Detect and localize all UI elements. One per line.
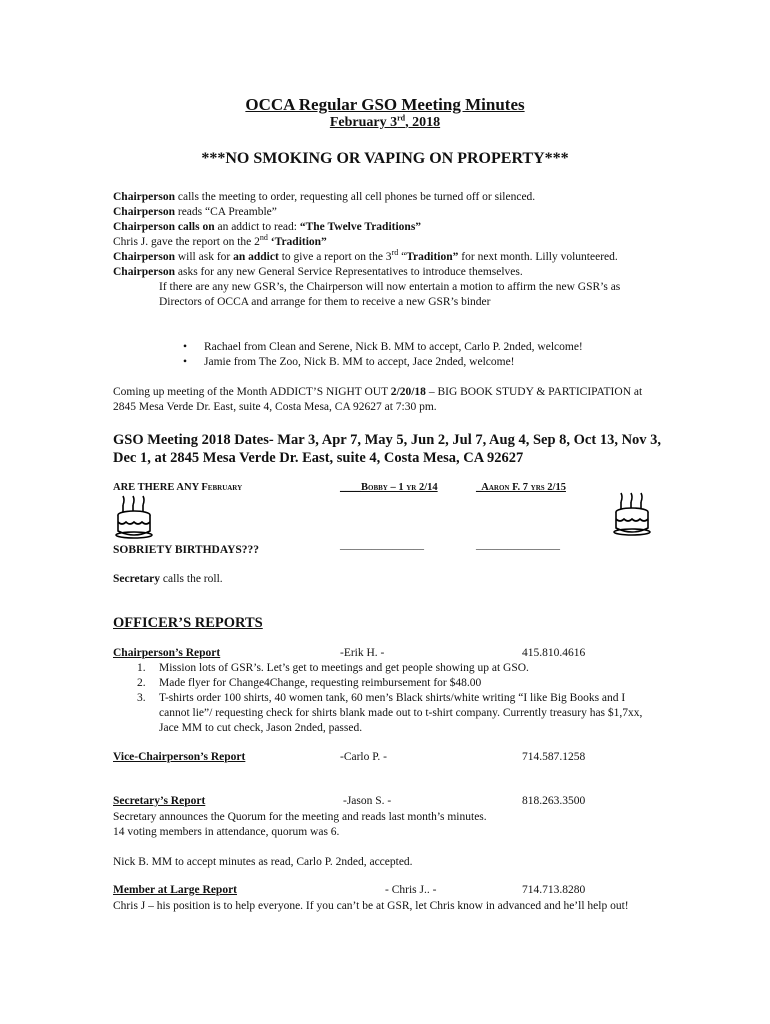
- secretary-report-label: Secretary’s Report: [113, 795, 206, 807]
- secretary-report-body: Secretary announces the Quorum for the meeting and reads last month’s minutes. 14 voting members in attendance, quorum was 6. Nick B. MM to accept minutes as read, Carlo P. 2nded, accepted.: [113, 811, 487, 868]
- chair-name: -Erik H. -: [340, 647, 385, 659]
- vice-report-label: Vice-Chairperson’s Report: [113, 751, 246, 763]
- opening-line-3: Chairperson calls on an addict to read: “The Twelve Traditions”: [113, 221, 422, 233]
- birthday-question-2: SOBRIETY BIRTHDAYS???: [113, 544, 260, 556]
- birthday-question-1: ARE THERE ANY February: [113, 482, 243, 493]
- list-item: 2. Made flyer for Change4Change, requesting reimbursement for $48.00: [137, 677, 482, 689]
- vice-name: -Carlo P. -: [340, 751, 387, 763]
- chair-phone: 415.810.4616: [522, 647, 586, 659]
- date-suffix: rd: [397, 113, 406, 123]
- opening-line-6: Chairperson asks for any new General Service Representatives to introduce themselves.: [113, 266, 523, 278]
- date-text: February 3: [329, 115, 398, 130]
- chair-report-items: [113, 661, 658, 736]
- member-phone: 714.713.8280: [522, 884, 586, 896]
- opening-line-4: Chris J. gave the report on the 2nd ‘Tradition”: [113, 233, 327, 248]
- secretary-name: -Jason S. -: [343, 795, 392, 807]
- list-item: • Jamie from The Zoo, Nick B. MM to accept, Jace 2nded, welcome!: [113, 355, 658, 370]
- birthday-cake-icon: [114, 495, 154, 539]
- officers-reports-heading: OFFICER’S REPORTS: [113, 615, 263, 631]
- list-item: 1. Mission lots of GSR’s. Let’s get to meetings and get people showing up at GSO.: [137, 662, 529, 674]
- member-report-label: Member at Large Report: [113, 884, 238, 896]
- secretary-phone: 818.263.3500: [522, 795, 586, 807]
- birthday-blank-1: ________________: [340, 540, 424, 551]
- no-smoking-notice: ***NO SMOKING OR VAPING ON PROPERTY***: [201, 150, 569, 167]
- birthday-entry-1: ____Bobby – 1 yr 2/14: [340, 482, 438, 493]
- date-year: , 2018: [405, 115, 441, 130]
- opening-section: [113, 190, 658, 310]
- meeting-date: [0, 115, 770, 131]
- birthday-cake-icon: [612, 492, 652, 536]
- member-name: - Chris J.. -: [385, 884, 437, 896]
- member-report-body: Chris J – his position is to help everyone. If you can’t be at GSR, let Chris know in advanced and he’ll help out!: [113, 900, 629, 912]
- document-title: OCCA Regular GSO Meeting Minutes: [245, 95, 525, 114]
- list-item: 3. T-shirts order 100 shirts, 40 women tank, 60 men’s Black shirts/white writing “I like Big Books and I cannot lie”/ requesting check for shirts blank made out to t-shirt company. Currently treasury has $1,7xx, Jace MM to cut check, Jason 2nded, passed.: [137, 692, 643, 734]
- chair-report-label: Chairperson’s Report: [113, 647, 221, 659]
- list-item: • Rachael from Clean and Serene, Nick B. MM to accept, Carlo P. 2nded, welcome!: [113, 340, 658, 355]
- birthday-entry-2: _Aaron F. 7 yrs 2/15: [476, 482, 566, 493]
- vice-phone: 714.587.1258: [522, 751, 586, 763]
- new-gsr-list: [113, 340, 658, 370]
- opening-line-1: Chairperson calls the meeting to order, requesting all cell phones be turned off or silenced.: [113, 191, 536, 203]
- opening-line-7: If there are any new GSR’s, the Chairperson will now entertain a motion to affirm the new GSR’s as Directors of OCCA and arrange for them to receive a new GSR’s binder: [159, 281, 621, 308]
- opening-line-5: Chairperson will ask for an addict to give a report on the 3rd “Tradition” for next month. Lilly volunteered.: [113, 248, 618, 263]
- roll-call: Secretary calls the roll.: [113, 573, 223, 585]
- opening-line-2: Chairperson reads “CA Preamble”: [113, 206, 277, 218]
- upcoming-meeting: Coming up meeting of the Month ADDICT’S NIGHT OUT 2/20/18 – BIG BOOK STUDY & PARTICIPATION at 2845 Mesa Verde Dr. East, suite 4, Costa Mesa, CA 92627 at 7:30 pm.: [113, 386, 643, 413]
- birthday-blank-2: ________________: [476, 540, 560, 551]
- gso-meeting-dates: GSO Meeting 2018 Dates- Mar 3, Apr 7, May 5, Jun 2, Jul 7, Aug 4, Sep 8, Oct 13, Nov 3, Dec 1, at 2845 Mesa Verde Dr. East, suite 4, Costa Mesa, CA 92627: [113, 432, 662, 466]
